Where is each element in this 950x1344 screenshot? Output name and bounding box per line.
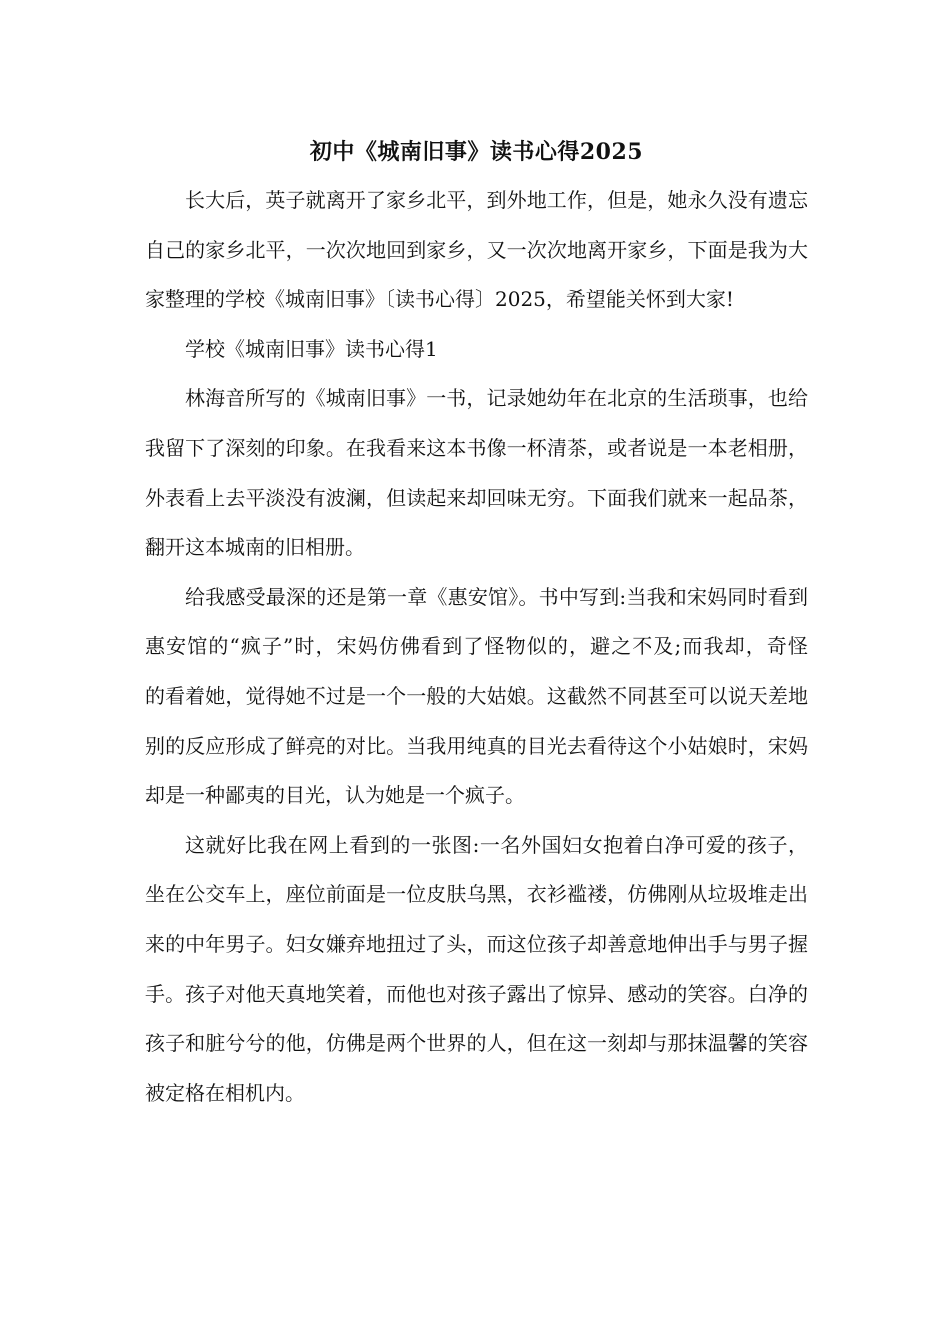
body-paragraph-2: 给我感受最深的还是第一章《惠安馆》。书中写到:当我和宋妈同时看到惠安馆的“疯子”时，宋妈仿佛看到了怪物似的，避之不及;而我却，奇怪 的看着她，觉得她不过是一个一般的大姑娘。这截然不同甚至可以说天差地别的反应形成了鲜亮的对比。当我用纯真的目光去看待这个小姑娘时，宋妈却是一种鄙夷的目光，认为她是一个疯子。 (145, 584, 848, 808)
body-paragraph-1: 林海音所写的《城南旧事》一书，记录她幼年在北京的生活琐事，也给我留下了深刻的印象。在我看来这本书像一杯清茶，或者说是一本老相册，外表看上去平淡没有波澜，但读起来却回味无穷。下面我们就来一起品茶，翻开这本城南的旧相册。 (145, 386, 808, 560)
intro-paragraph: 长大后，英子就离开了家乡北平，到外地工作，但是，她永久没有遗忘自己的家乡北平，一次次地回到家乡，又一次次地离开家乡，下面是我为大家整理的学校《城南旧事》〔读书心得〕2025，希望能关怀到大家! (145, 188, 808, 312)
section-heading: 学校《城南旧事》读书心得1 (185, 336, 438, 361)
document-body (145, 132, 848, 1118)
document-title: 初中《城南旧事》读书心得2025 (309, 139, 644, 165)
body-paragraph-3: 这就好比我在网上看到的一张图:一名外国妇女抱着白净可爱的孩子，坐在公交车上，座位前面是一位皮肤乌黑，衣衫褴褛，仿佛刚从垃圾堆走出来的中年男子。妇女嫌弃地扭过了头，而这位孩子却善意地伸出手与男子握手。孩子对他天真地笑着，而他也对孩子露出了惊异、感动的笑容。白净的孩子和脏兮兮的他，仿佛是两个世界的人，但在这一刻却与那抹温馨的笑容被定格在相机内。 (145, 832, 808, 1105)
